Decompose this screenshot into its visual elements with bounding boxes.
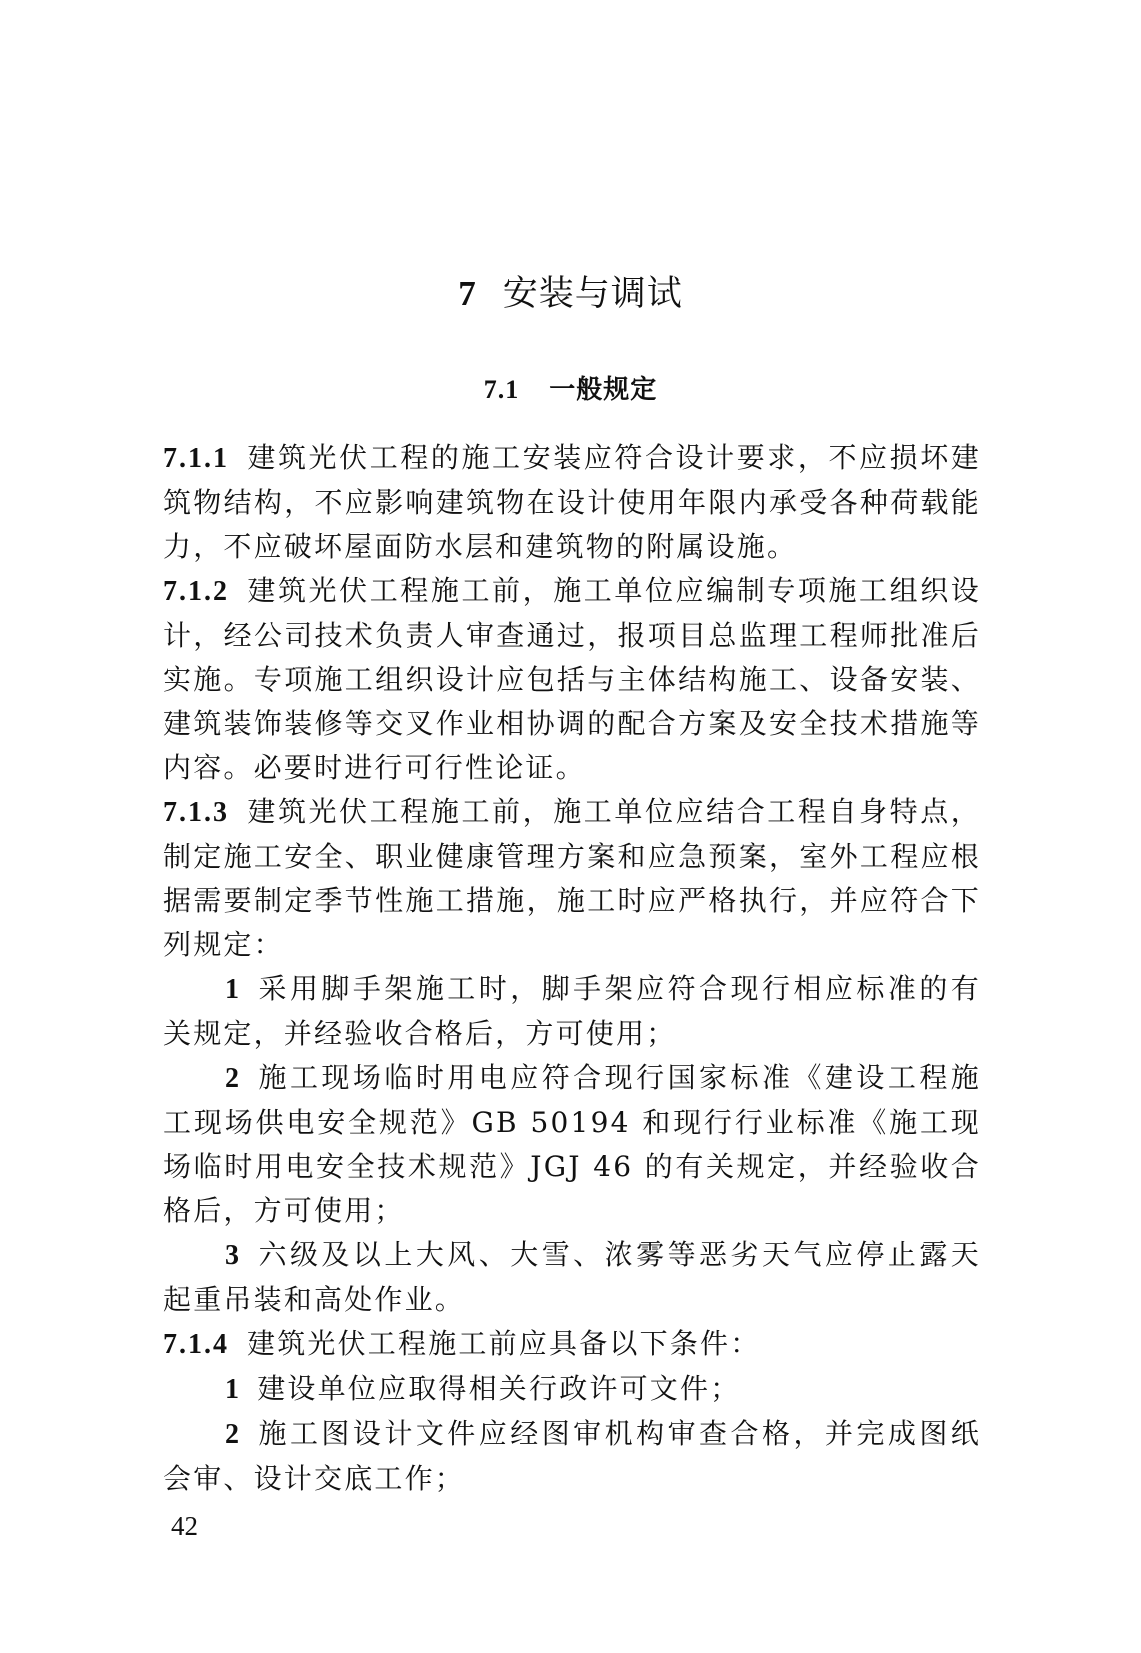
item-text: 采用脚手架施工时，脚手架应符合现行相应标准的有关规定，并经验收合格后，方可使用； [163, 972, 981, 1050]
clause-text: 建筑光伏工程施工前，施工单位应结合工程自身特点，制定施工安全、职业健康管理方案和应急预案，室外工程应根据需要制定季节性施工措施，施工时应严格执行，并应符合下列规定： [163, 795, 981, 961]
page-number: 42 [171, 1511, 198, 1541]
list-item [163, 1233, 981, 1322]
item-text: 施工图设计文件应经图审机构审查合格，并完成图纸会审、设计交底工作； [163, 1417, 981, 1495]
chapter-title [0, 272, 1141, 316]
clause-7-1-3 [163, 790, 981, 967]
clause-number: 7.1.1 [163, 443, 229, 474]
item-number: 2 [225, 1419, 242, 1450]
clause-text: 建筑光伏工程的施工安装应符合设计要求，不应损坏建筑物结构，不应影响建筑物在设计使用年限内承受各种荷载能力，不应破坏屋面防水层和建筑物的附属设施。 [163, 441, 981, 563]
item-text: 六级及以上大风、大雪、浓雾等恶劣天气应停止露天起重吊装和高处作业。 [163, 1238, 981, 1316]
clause-text: 建筑光伏工程施工前应具备以下条件： [247, 1327, 761, 1360]
clause-7-1-2 [163, 569, 981, 790]
clause-text: 建筑光伏工程施工前，施工单位应编制专项施工组织设计，经公司技术负责人审查通过，报项目总监理工程师批准后实施。专项施工组织设计应包括与主体结构施工、设备安装、建筑装饰装修等交叉作业相协调的配合方案及安全技术措施等内容。必要时进行可行性论证。 [163, 574, 981, 784]
chapter-title-text: 安装与调试 [502, 274, 683, 314]
list-item [163, 1056, 981, 1233]
list-item [163, 1367, 981, 1412]
clause-7-1-4 [163, 1322, 981, 1367]
item-number: 3 [225, 1240, 242, 1271]
item-text: 建设单位应取得相关行政许可文件； [257, 1372, 741, 1405]
item-number: 1 [225, 1374, 242, 1405]
item-number: 2 [225, 1063, 242, 1094]
body-text [163, 436, 981, 1501]
section-title-text: 一般规定 [549, 375, 658, 405]
section-title [0, 373, 1141, 407]
chapter-number: 7 [458, 274, 477, 313]
clause-number: 7.1.2 [163, 576, 229, 607]
clause-number: 7.1.3 [163, 797, 229, 828]
list-item [163, 967, 981, 1056]
list-item [163, 1412, 981, 1501]
clause-number: 7.1.4 [163, 1329, 229, 1360]
item-text: 施工现场临时用电应符合现行国家标准《建设工程施工现场供电安全规范》GB 50194 和现行行业标准《施工现场临时用电安全技术规范》JGJ 46 的有关规定，并经验收合格后，方可使用； [163, 1061, 981, 1227]
section-number: 7.1 [483, 375, 520, 404]
item-number: 1 [225, 974, 242, 1005]
clause-7-1-1 [163, 436, 981, 569]
